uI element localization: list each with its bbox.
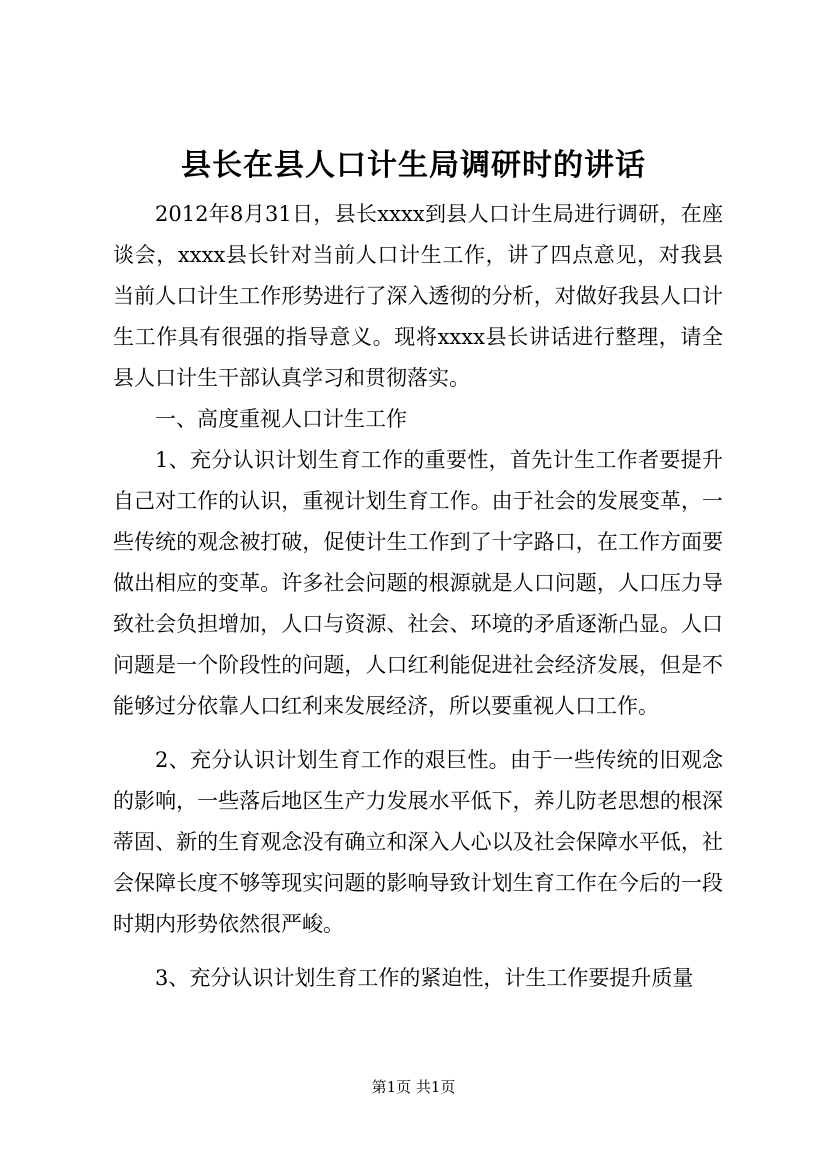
paragraph-intro: 2012年8月31日，县长xxxx到县人口计生局进行调研，在座谈会，xxxx县长针对当前人口计生工作，讲了四点意见，对我县当前人口计生工作形势进行了深入透彻的分析，对做好我县人口计生工作具有很强的指导意义。现将xxxx县长讲话进行整理，请全县人口计生干部认真学习和贯彻落实。 (113, 202, 723, 390)
page-footer: 第1页 共1页 (371, 1078, 456, 1096)
section-heading-1: 一、高度重视人口计生工作 (155, 407, 407, 431)
document-title: 县长在县人口计生局调研时的讲话 (181, 148, 646, 183)
paragraph-point-3: 3、充分认识计划生育工作的紧迫性，计生工作要提升质量 (155, 966, 694, 990)
paragraph-point-2: 2、充分认识计划生育工作的艰巨性。由于一些传统的旧观念的影响，一些落后地区生产力发展水平低下，养儿防老思想的根深蒂固、新的生育观念没有确立和深入人心以及社会保障水平低，社会保障长度不够等现实问题的影响导致计划生育工作在今后的一段时期内形势依然很严峻。 (113, 748, 723, 936)
document-body (113, 194, 723, 999)
paragraph-point-1: 1、充分认识计划生育工作的重要性，首先计生工作者要提升自己对工作的认识，重视计划生育工作。由于社会的发展变革，一些传统的观念被打破，促使计生工作到了十字路口，在工作方面要做出相应的变革。许多社会问题的根源就是人口问题，人口压力导致社会负担增加，人口与资源、社会、环境的矛盾逐渐凸显。人口问题是一个阶段性的问题，人口红利能促进社会经济发展，但是不能够过分依靠人口红利来发展经济，所以要重视人口工作。 (113, 448, 723, 718)
